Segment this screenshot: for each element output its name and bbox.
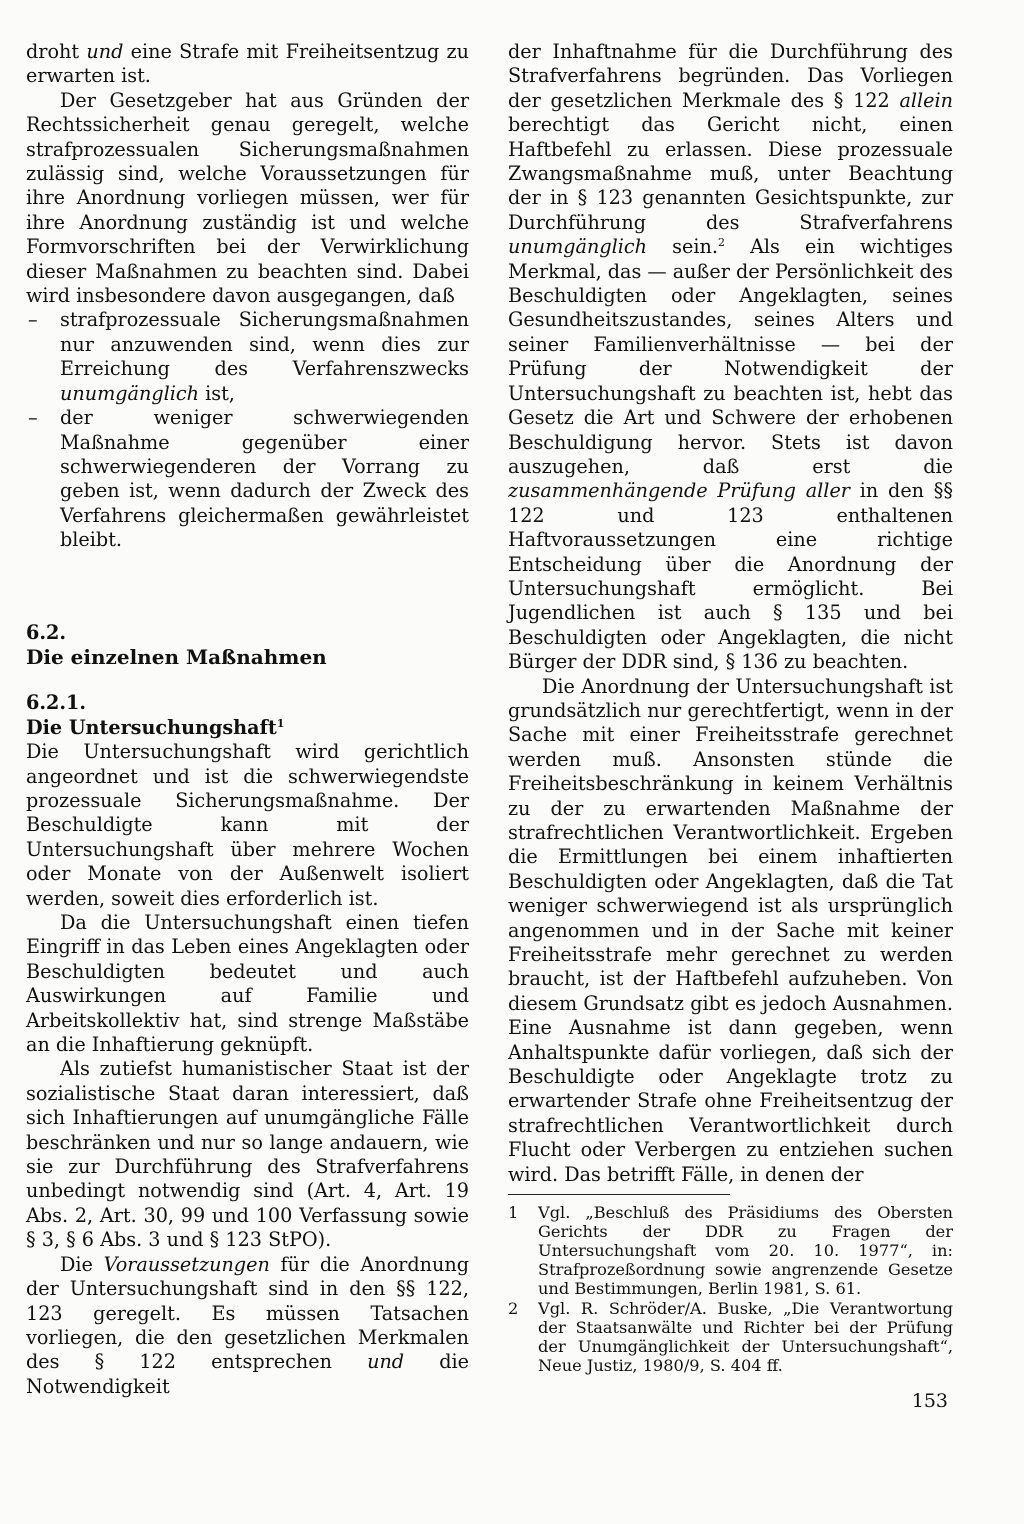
section-number: 6.2. bbox=[26, 620, 67, 644]
subsection-number: 6.2.1. bbox=[26, 691, 87, 715]
paragraph: Der Gesetzgeber hat aus Gründen der Rechtssicherheit genau geregelt, welche strafprozessualen Sicherungsmaßnahmen zulässig sind, welche Voraussetzungen für ihre Anordnung vorliegen müssen, wer für ihre Anordnung zuständig ist und welche Formvorschriften bei der Verwirklichung dieser Maßnahmen zu beachten sind. Dabei wird insbesondere davon ausgegangen, daß bbox=[26, 88, 469, 308]
paragraph: droht und eine Strafe mit Freiheitsentzug zu erwarten ist. bbox=[26, 40, 469, 88]
footnote bbox=[508, 1299, 953, 1375]
section-title: Die einzelnen Maßnahmen bbox=[26, 644, 327, 669]
footnote-text: Vgl. R. Schröder/A. Buske, „Die Verantwortung der Staatsanwälte und Richter bei der Prüfung der Unumgänglichkeit der Untersuchungshaft“, Neue Justiz, 1980/9, S. 404 ff. bbox=[538, 1299, 953, 1376]
footnote-ref: 1 bbox=[276, 716, 285, 730]
page-number: 153 bbox=[911, 1390, 948, 1412]
paragraph: Als zutiefst humanistischer Staat ist der sozialistische Staat daran interessiert, daß sich Inhaftierungen auf unumgängliche Fälle beschränken und nur so lange andauern, wie sie zur Durchführung des Strafverfahrens unbedingt notwendig sind (Art. 4, Art. 19 Abs. 2, Art. 30, 99 und 100 Verfassung sowie § 3, § 6 Abs. 3 und § 123 StPO). bbox=[26, 1057, 469, 1252]
left-column bbox=[26, 40, 469, 1399]
right-column bbox=[508, 40, 953, 1376]
subsection-title bbox=[26, 716, 469, 740]
footnote-text: Vgl. „Beschluß des Präsidiums des Obersten Gerichts der DDR zu Fragen der Untersuchungshaft vom 20. 10. 1977“, in: Strafprozeßordnung sowie angrenzende Gesetze und Bestimmungen, Berlin 1981, S. 61. bbox=[538, 1203, 953, 1299]
list-item: – strafprozessuale Sicherungsmaßnahmen nur anzuwenden sind, wenn dies zur Erreichung des Verfahrenszwecks unumgänglich ist, bbox=[26, 308, 469, 406]
footnote-divider bbox=[508, 1194, 730, 1195]
dash-list bbox=[26, 308, 469, 552]
footnote bbox=[508, 1203, 953, 1298]
footnotes bbox=[508, 1203, 953, 1375]
footnote-number: 2 bbox=[508, 1299, 519, 1319]
list-item: – der weniger schwerwiegenden Maßnahme gegenüber einer schwerwiegenderen der Vorrang zu geben ist, wenn dadurch der Zweck des Verfahrens gleichermaßen gewährleistet bleibt. bbox=[26, 406, 469, 552]
paragraph: Die Untersuchungshaft wird gerichtlich angeordnet und ist die schwerwiegendste prozessuale Sicherungsmaßnahme. Der Beschuldigte kann mit der Untersuchungshaft über mehrere Wochen oder Monate von der Außenwelt isoliert werden, soweit dies erforderlich ist. bbox=[26, 740, 469, 910]
subsection-title-text: Die Untersuchungshaft bbox=[26, 715, 277, 739]
paragraph: Da die Untersuchungshaft einen tiefen Eingriff in das Leben eines Angeklagten oder Beschuldigten bedeutet und auch Auswirkungen auf Familie und Arbeitskollektiv hat, sind strenge Maßstäbe an die Inhaftierung geknüpft. bbox=[26, 911, 469, 1057]
footnote-ref: 2 bbox=[717, 236, 725, 250]
paragraph-text: der Inhaftnahme für die Durchführung des Strafverfahrens begründen. Das Vorliegen der gesetzlichen Merkmale des § 122 allein berechtigt das Gericht nicht, einen Haftbefehl zu erlassen. Diese prozessuale Zwangsmaßnahme muß, unter Beachtung der in § 123 genannten Gesichtspunkte, zur Durchführung des Strafverfahrens unumgänglich sein. bbox=[508, 40, 953, 259]
paragraph: Die Anordnung der Untersuchungshaft ist grundsätzlich nur gerechtfertigt, wenn in der Sache mit einer Freiheitsstrafe gerechnet werden muß. Ansonsten stünde die Freiheitsbeschränkung in keinem Verhältnis zu der zu erwartenden Maßnahme der strafrechtlichen Verantwortlichkeit. Ergeben die Ermittlungen bei einem inhaftierten Beschuldigten oder Angeklagten, daß die Tat weniger schwerwiegend ist als ursprünglich angenommen und in der Sache mit keiner Freiheitsstrafe mehr gerechnet zu werden braucht, ist der Haftbefehl aufzuheben. Von diesem Grundsatz gibt es jedoch Ausnahmen. Eine Ausnahme ist dann gegeben, wenn Anhaltspunkte dafür vorliegen, daß sich der Beschuldigte oder Angeklagte trotz zu erwartender Strafe ohne Freiheitsentzug der strafrechtlichen Verantwortlichkeit durch Flucht oder Verbergen zu entziehen suchen wird. Das betrifft Fälle, in denen der bbox=[508, 674, 953, 1186]
paragraph bbox=[508, 40, 953, 675]
footnote-number: 1 bbox=[508, 1203, 519, 1223]
paragraph-text: Als ein wichtiges Merkmal, das — außer der Persönlichkeit des Beschuldigten oder Angeklagten, seines Gesundheitszustandes, seines Alters und seiner Familienverhältnisse — bei der Prüfung der Notwendigkeit der Untersuchungshaft zu beachten ist, hebt das Gesetz die Art und Schwere der erhobenen Beschuldigung hervor. Stets ist davon auszugehen, daß erst die zusammenhängende Prüfung aller in den §§ 122 und 123 enthaltenen Haftvoraussetzungen eine richtige Entscheidung über die Anordnung der Untersuchungshaft ermöglicht. Bei Jugendlichen ist auch § 135 und bei Beschuldigten oder Angeklagten, die nicht Bürger der DDR sind, § 136 zu beachten. bbox=[508, 235, 953, 674]
paragraph: Die Voraussetzungen für die Anordnung der Untersuchungshaft sind in den §§ 122, 123 geregelt. Es müssen Tatsachen vorliegen, die den gesetzlichen Merkmalen des § 122 entsprechen und die Notwendigkeit bbox=[26, 1252, 469, 1398]
